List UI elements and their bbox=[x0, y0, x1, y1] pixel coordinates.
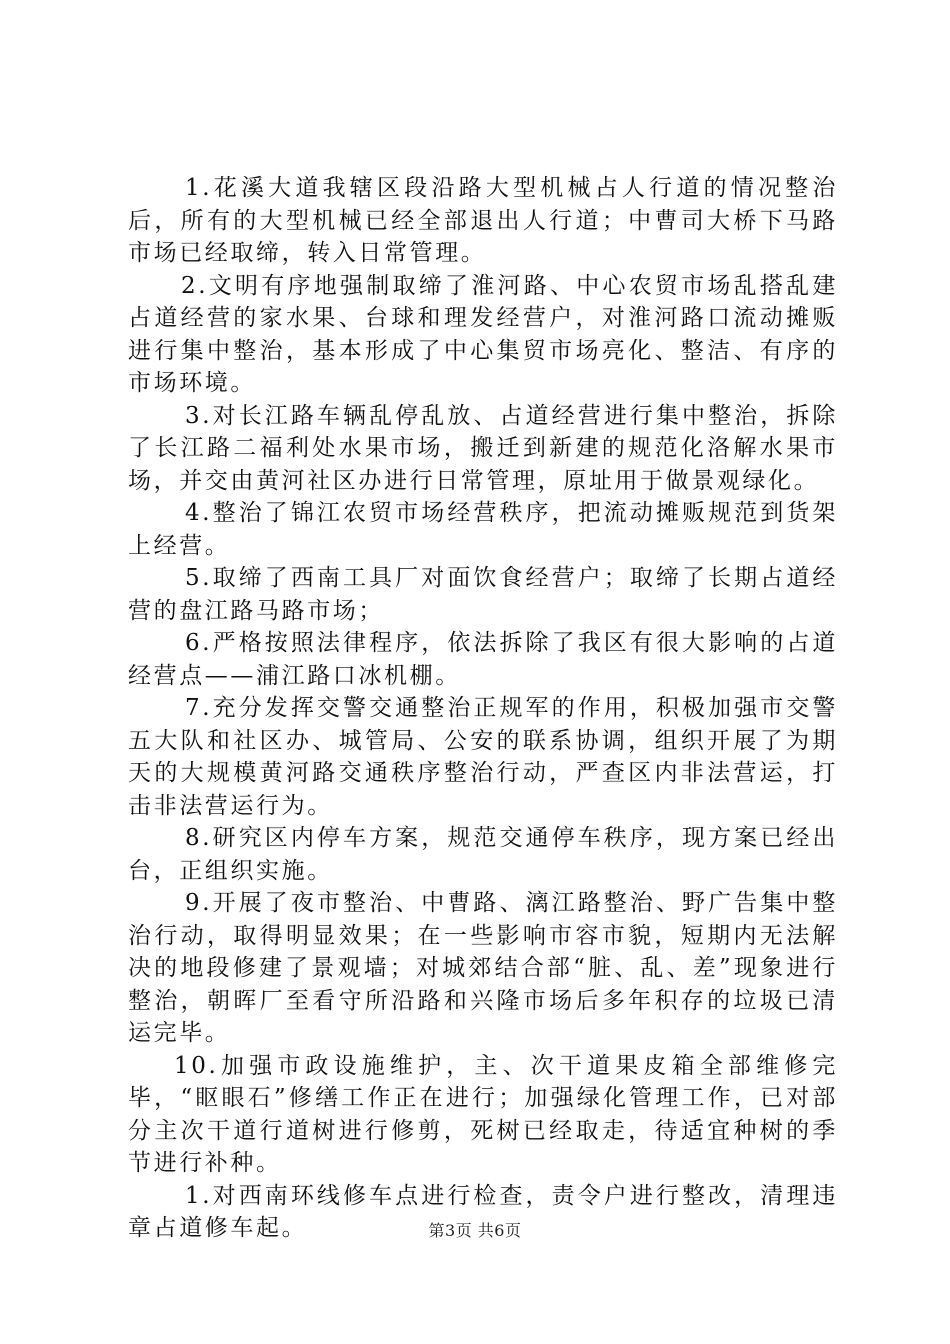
paragraph-11: 1.对西南环线修车点进行检查，责令户进行整改，清理违章占道修车起。 bbox=[128, 1182, 838, 1241]
paragraph-7: 7.充分发挥交警交通整治正规军的作用，积极加强市交警五大队和社区办、城管局、公安的联系协调，组织开展了为期天的大规模黄河路交通秩序整治行动，严查区内非法营运，打击非法营运行为。 bbox=[128, 695, 838, 819]
paragraph-4: 4.整治了锦江农贸市场经营秩序，把流动摊贩规范到货架上经营。 bbox=[128, 500, 838, 559]
paragraph-8: 8.研究区内停车方案，规范交通停车秩序，现方案已经出台，正组织实施。 bbox=[128, 825, 838, 884]
paragraph-9: 9.开展了夜市整治、中曹路、漓江路整治、野广告集中整治行动，取得明显效果；在一些影响市容市貌，短期内无法解决的地段修建了景观墙；对城郊结合部“脏、乱、差”现象进行整治，朝晖厂至看守所沿路和兴隆市场后多年积存的垃圾已清运完毕。 bbox=[128, 890, 838, 1046]
paragraph-6: 6.严格按照法律程序，依法拆除了我区有很大影响的占道经营点——浦江路口冰机棚。 bbox=[128, 630, 838, 689]
document-body bbox=[128, 172, 838, 1245]
paragraph-10: 10.加强市政设施维护，主、次干道果皮箱全部维修完毕，“眍眼石”修缮工作正在进行；加强绿化管理工作，已对部分主次干道行道树进行修剪，死树已经取走，待适宜种树的季节进行补种。 bbox=[128, 1052, 838, 1176]
paragraph-2: 2.文明有序地强制取缔了淮河路、中心农贸市场乱搭乱建占道经营的家水果、台球和理发经营户，对淮河路口流动摊贩进行集中整治，基本形成了中心集贸市场亮化、整洁、有序的市场环境。 bbox=[128, 272, 838, 396]
paragraph-5: 5.取缔了西南工具厂对面饮食经营户；取缔了长期占道经营的盘江路马路市场； bbox=[128, 565, 838, 624]
page-footer: 第3页 共6页 bbox=[428, 1221, 522, 1240]
paragraph-3: 3.对长江路车辆乱停乱放、占道经营进行集中整治，拆除了长江路二福利处水果市场，搬迁到新建的规范化洛解水果市场，并交由黄河社区办进行日常管理，原址用于做景观绿化。 bbox=[128, 402, 838, 494]
paragraph-1: 1.花溪大道我辖区段沿路大型机械占人行道的情况整治后，所有的大型机械已经全部退出人行道；中曹司大桥下马路市场已经取缔，转入日常管理。 bbox=[128, 175, 838, 266]
